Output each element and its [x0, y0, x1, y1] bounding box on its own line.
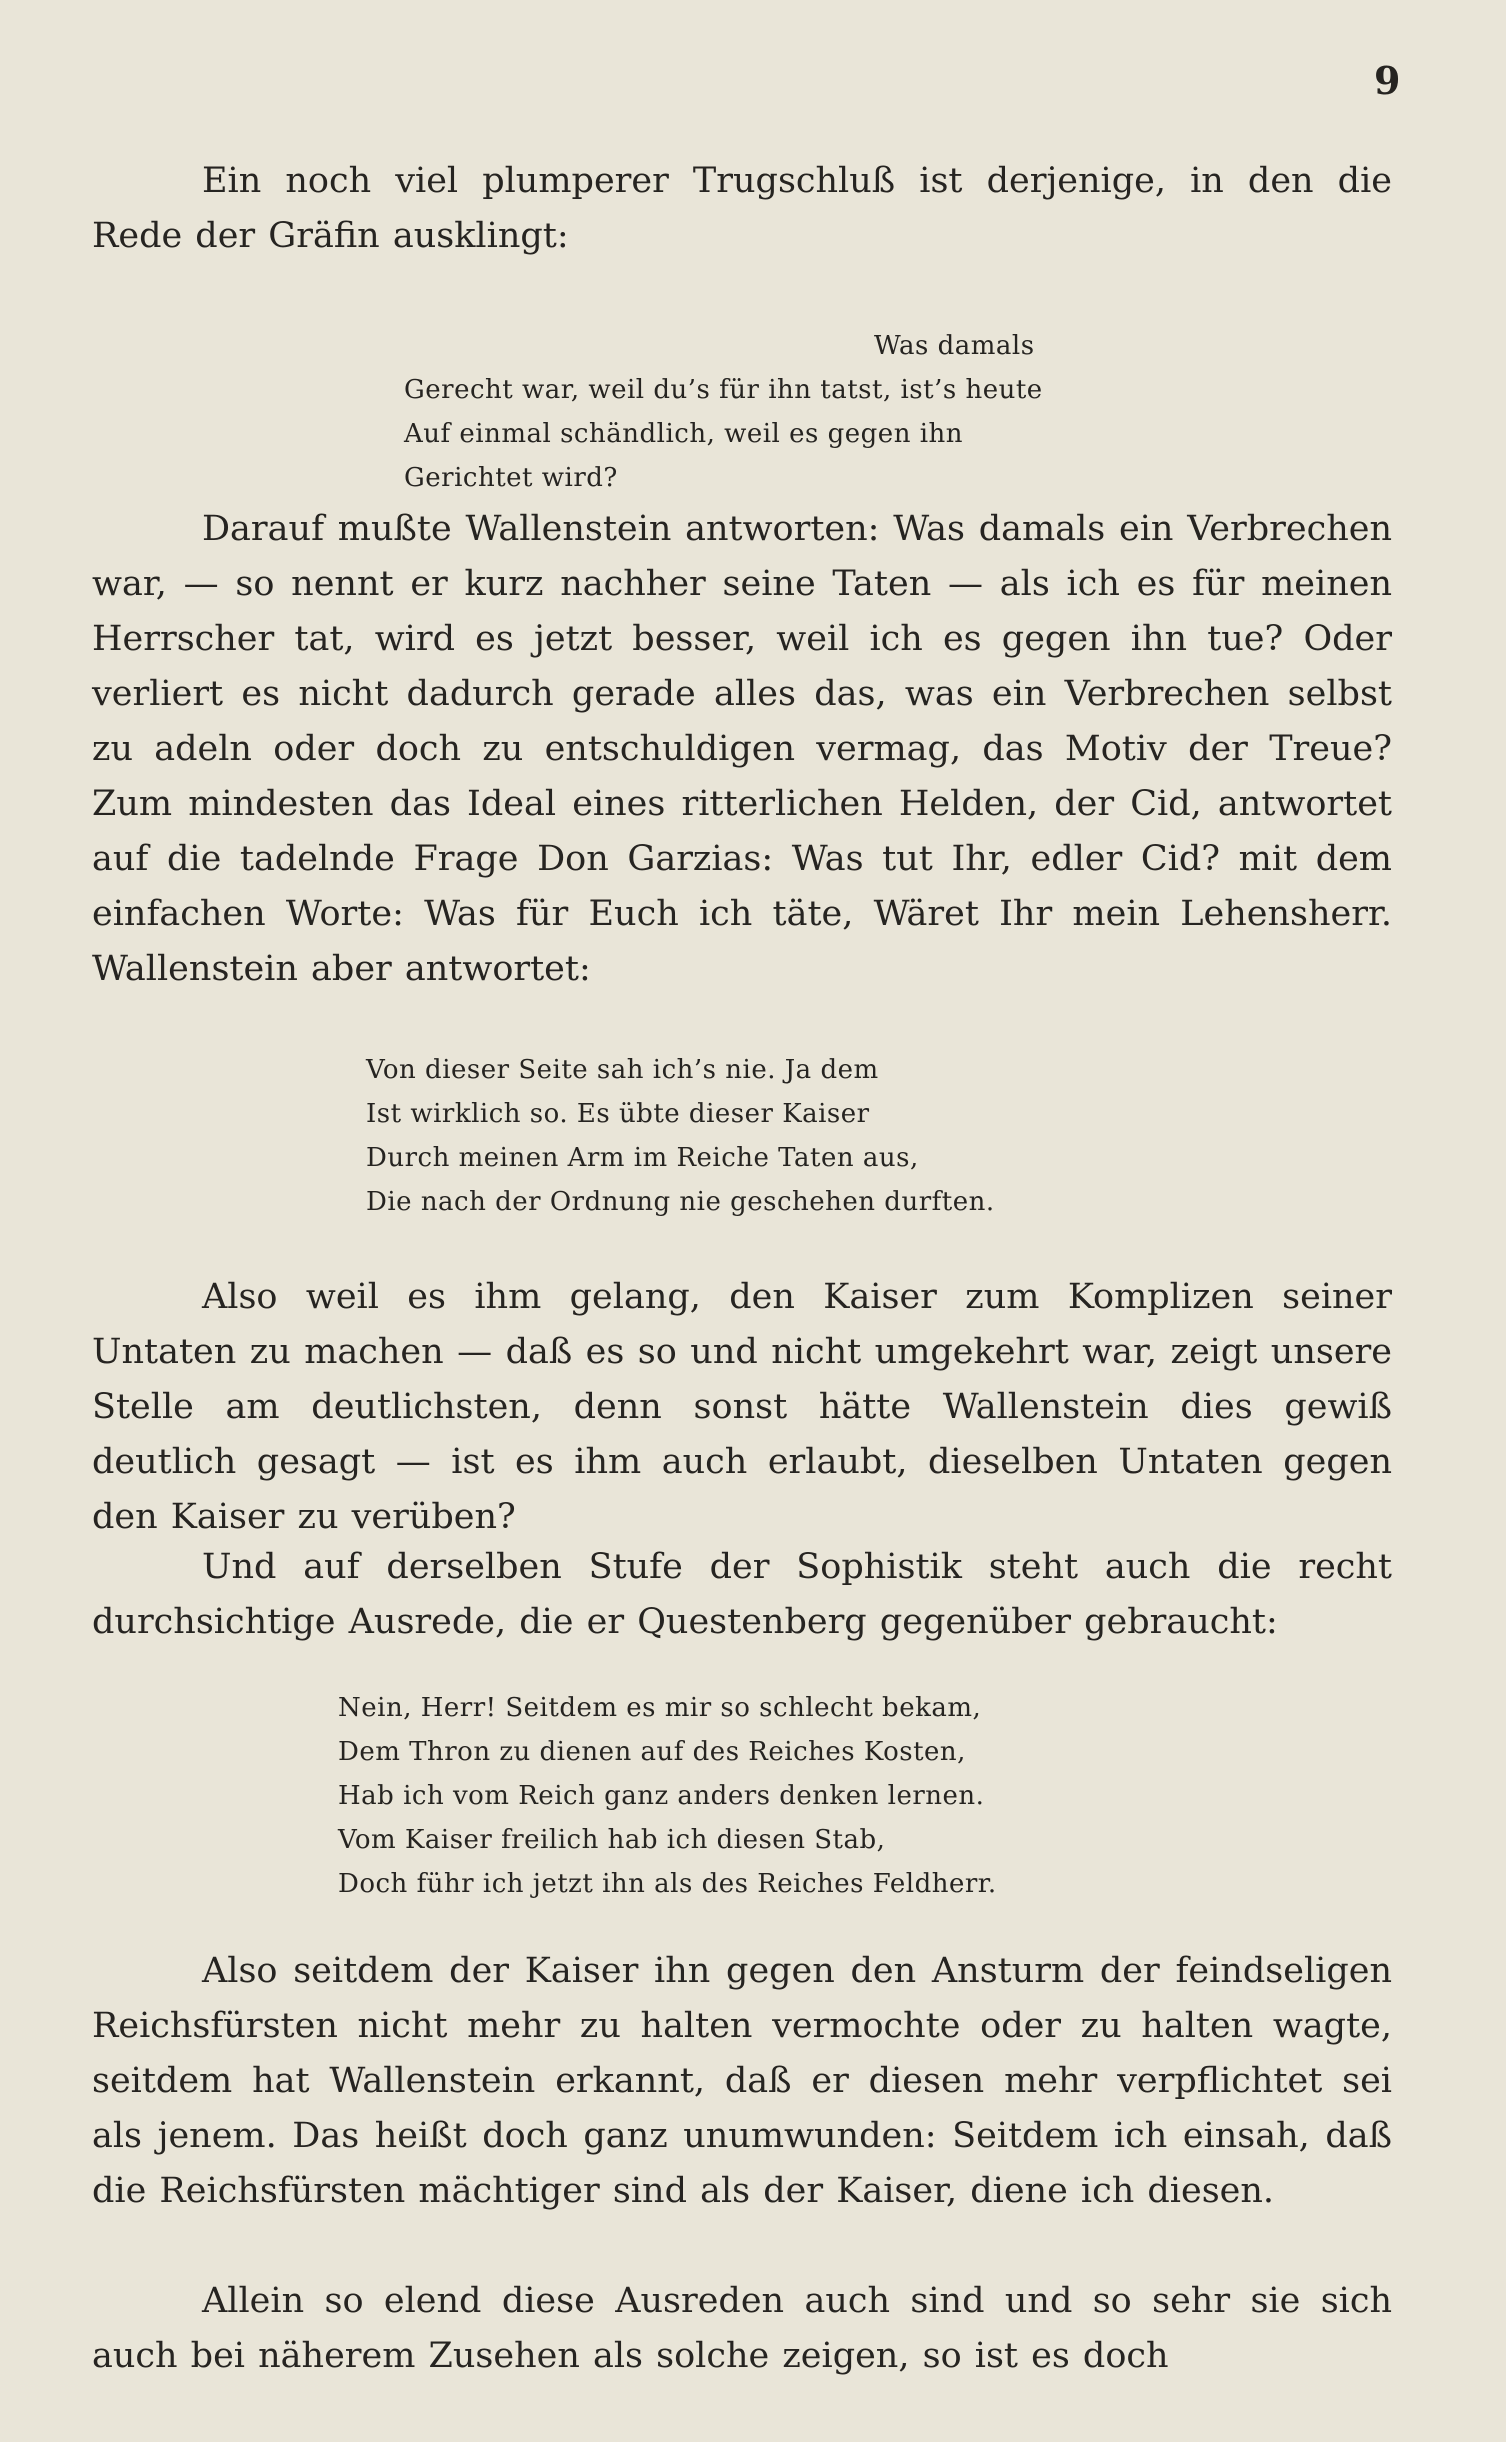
- verse-1-line-4: Gerichtet wird?: [404, 463, 618, 493]
- paragraph-4: Und auf derselben Stufe der Sophistik steht auch die recht durchsichtige Ausrede, die er Questenberg gegenüber gebraucht:: [92, 1547, 1392, 1642]
- paragraph-2: Darauf mußte Wallenstein antworten: Was damals ein Verbrechen war, — so nennt er kurz nachher seine Taten — als ich es für meinen Herrscher tat, wird es jetzt besser, weil ich es gegen ihn tue? Oder verliert es nicht dadurch gerade alles das, was ein Verbrechen selbst zu adeln oder doch zu entschuldigen vermag, das Motiv der Treue? Zum mindesten das Ideal eines ritterlichen Helden, der Cid, antwortet auf die tadelnde Frage Don Garzias: Was tut Ihr, edler Cid? mit dem einfachen Worte: Was für Euch ich täte, Wäret Ihr mein Lehensherr. Wallenstein aber antwortet:: [92, 509, 1392, 989]
- verse-2-line-1: Von dieser Seite sah ich’s nie. Ja dem: [366, 1055, 879, 1085]
- verse-3-line-5: Doch führ ich jetzt ihn als des Reiches Feldherr.: [338, 1869, 997, 1899]
- verse-2-line-4: Die nach der Ordnung nie geschehen durften.: [366, 1187, 995, 1217]
- verse-1-line-3: Auf einmal schändlich, weil es gegen ihn: [404, 419, 964, 449]
- verse-1-line-1: Was damals: [874, 331, 1035, 361]
- verse-quote-3: [338, 1686, 997, 1906]
- paragraph-3: Also weil es ihm gelang, den Kaiser zum Komplizen seiner Untaten zu machen — daß es so und nicht umgekehrt war, zeigt unsere Stelle am deutlichsten, denn sonst hätte Wallenstein dies gewiß deutlich gesagt — ist es ihm auch erlaubt, dieselben Untaten gegen den Kaiser zu verüben?: [92, 1277, 1392, 1537]
- paragraph-5: Also seitdem der Kaiser ihn gegen den Ansturm der feindseligen Reichsfürsten nicht mehr zu halten vermochte oder zu halten wagte, seitdem hat Wallenstein erkannt, daß er diesen mehr verpflichtet sei als jenem. Das heißt doch ganz unumwunden: Seitdem ich einsah, daß die Reichsfürsten mächtiger sind als der Kaiser, diene ich diesen.: [92, 1951, 1392, 2211]
- verse-1-line-2: Gerecht war, weil du’s für ihn tatst, ist’s heute: [404, 375, 1043, 405]
- page-number: 9: [1374, 58, 1401, 103]
- verse-quote-2: [366, 1048, 995, 1224]
- verse-3-line-2: Dem Thron zu dienen auf des Reiches Kosten,: [338, 1737, 966, 1767]
- paragraph-1: Ein noch viel plumperer Trugschluß ist derjenige, in den die Rede der Gräfin ausklingt:: [92, 161, 1392, 256]
- verse-2-line-2: Ist wirklich so. Es übte dieser Kaiser: [366, 1099, 870, 1129]
- verse-3-line-1: Nein, Herr! Seitdem es mir so schlecht bekam,: [338, 1693, 982, 1723]
- verse-2-line-3: Durch meinen Arm im Reiche Taten aus,: [366, 1143, 919, 1173]
- verse-quote-1: [404, 324, 1043, 500]
- verse-3-line-4: Vom Kaiser freilich hab ich diesen Stab,: [338, 1825, 886, 1855]
- verse-3-line-3: Hab ich vom Reich ganz anders denken lernen.: [338, 1781, 985, 1811]
- paragraph-6: Allein so elend diese Ausreden auch sind und so sehr sie sich auch bei näherem Zusehen als solche zeigen, so ist es doch: [92, 2281, 1392, 2376]
